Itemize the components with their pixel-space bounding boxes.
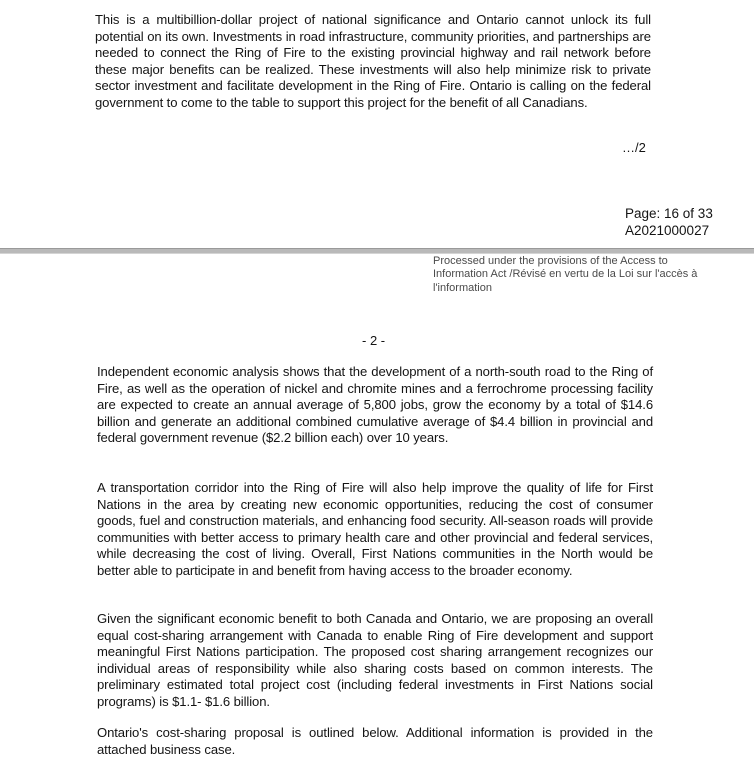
document-page-top — [0, 0, 754, 248]
document-id: A2021000027 — [625, 223, 710, 238]
page1-paragraph: This is a multibillion-dollar project of national significance and Ontario cannot unlock its full potential on its own. Investments in road infrastructure, community priorities, and partnerships are needed to connect the Ring of Fire to the existing provincial highway and rail network before these major benefits can be realized. These investments will also help minimize risk to private sector investment and facilitate development in the Ring of Fire. Ontario is calling on the federal government to come to the table to support this project for the benefit of all Canadians. — [95, 12, 651, 110]
stamp-line-1: Processed under the provisions of the Access to — [433, 255, 668, 267]
continuation-marker: …/2 — [622, 140, 646, 155]
paragraph-transportation-corridor: A transportation corridor into the Ring of Fire will also help improve the quality of life for First Nations in the area by creating new economic opportunities, reducing the cost of consumer goods, fuel and construction materials, and enhancing food security. All-season roads will provide communities with better access to primary health care and other provincial and federal services, while decreasing the cost of living. Overall, First Nations communities in the North would be better able to participate in and benefit from having access to the broader economy. — [97, 480, 653, 578]
document-page-bottom — [0, 254, 754, 759]
paragraph-proposal-outline: Ontario's cost-sharing proposal is outlined below. Additional information is provided in the attached business case. — [97, 725, 653, 757]
page-number: - 2 - — [362, 333, 386, 348]
stamp-line-2: Information Act /Révisé en vertu de la Loi sur l'accès à — [433, 268, 698, 280]
paragraph-cost-sharing: Given the significant economic benefit to both Canada and Ontario, we are proposing an overall equal cost-sharing arrangement with Canada to enable Ring of Fire development and support meaningful First Nations participation. The proposed cost sharing arrangement recognizes our individual areas of responsibility while also sharing costs based on common interests. The preliminary estimated total project cost (including federal investments in First Nations social programs) is $1.1- $1.6 billion. — [97, 611, 653, 709]
page-count: Page: 16 of 33 — [625, 206, 713, 221]
paragraph-economic-analysis: Independent economic analysis shows that the development of a north-south road to the Ring of Fire, as well as the operation of nickel and chromite mines and a ferrochrome processing facility are expected to create an annual average of 5,800 jobs, grow the economy by a total of $14.6 billion and generate an additional combined cumulative average of $4.4 billion in provincial and federal government revenue ($2.2 billion each) over 10 years. — [97, 364, 653, 446]
stamp-line-3: l'information — [433, 282, 492, 294]
